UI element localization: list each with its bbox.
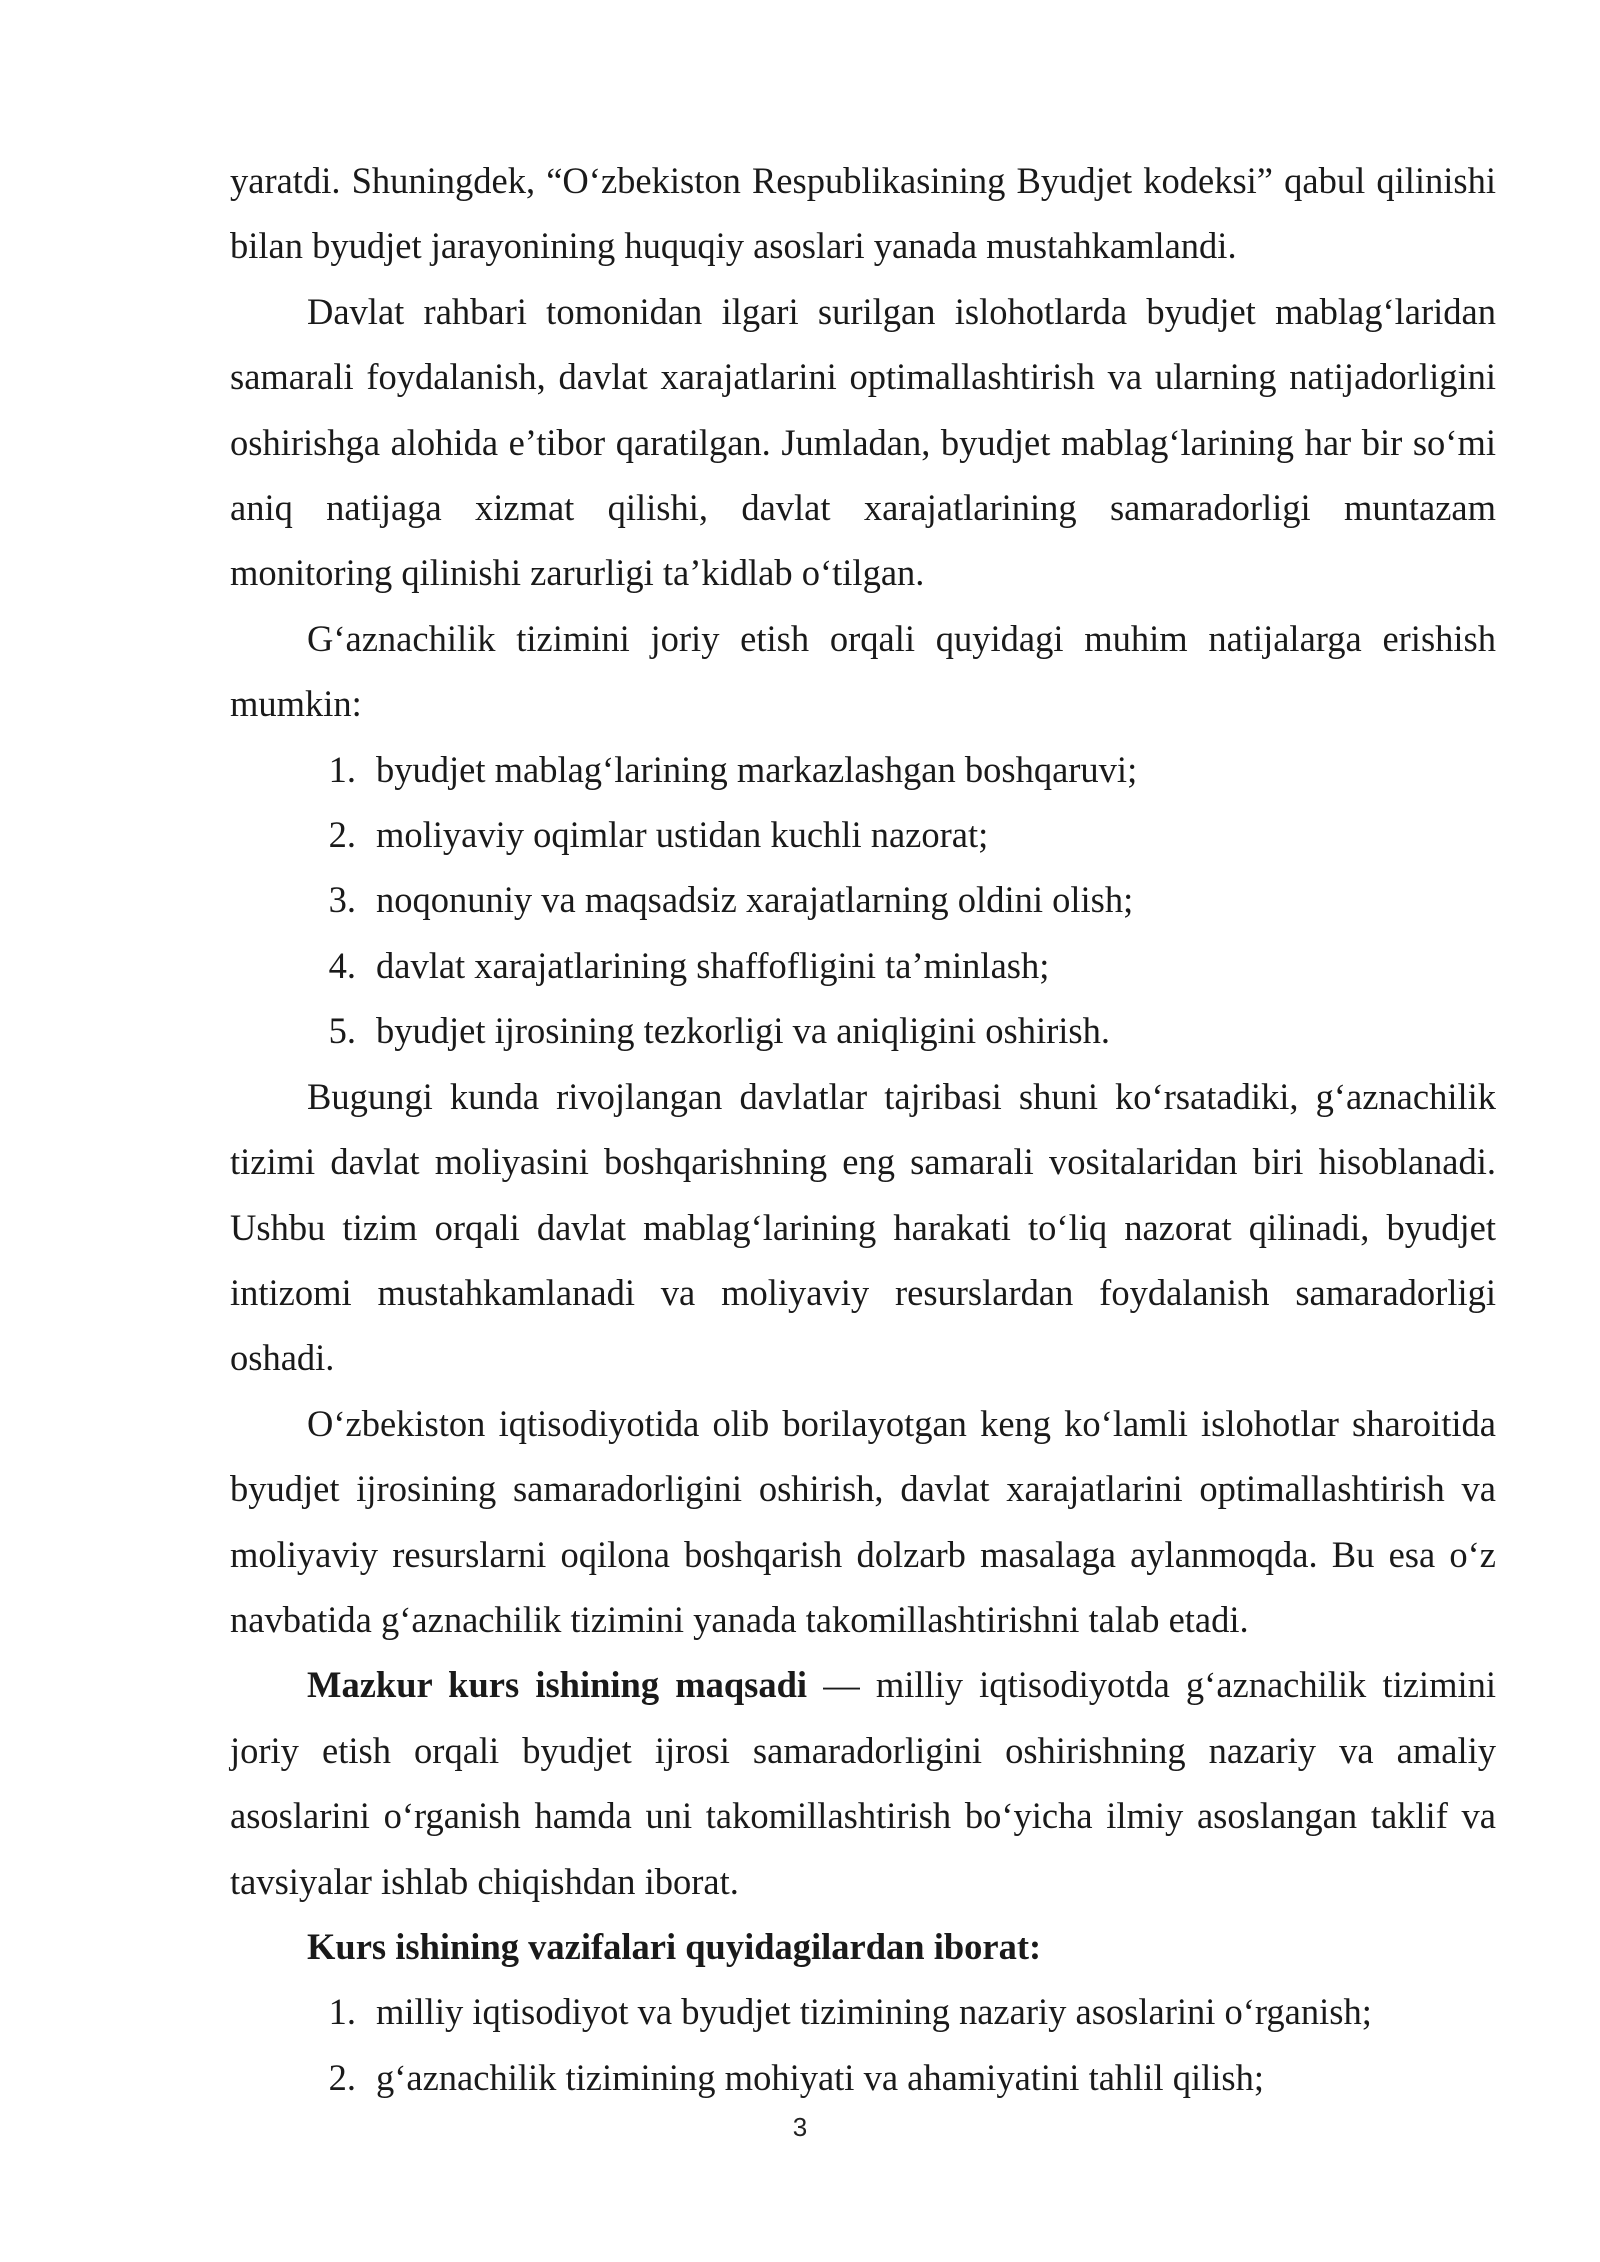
- list-item-text: davlat xarajatlarining shaffofligini ta’minlash;: [376, 944, 1050, 986]
- list-item-number: 2.: [328, 814, 356, 856]
- list-item: [230, 737, 1496, 802]
- list-item-number: 1.: [328, 1991, 356, 2033]
- list-item-number: 5.: [328, 1010, 356, 1052]
- results-list: [230, 737, 1496, 1064]
- list-item-text: byudjet ijrosining tezkorligi va aniqligini oshirish.: [376, 1010, 1110, 1052]
- paragraph-7: [230, 1914, 1496, 1979]
- goal-heading: Mazkur kurs ishining maqsadi: [307, 1664, 808, 1706]
- list-item-number: 1.: [328, 748, 356, 790]
- list-item: [230, 998, 1496, 1063]
- list-item-number: 4.: [328, 944, 356, 986]
- document-page: [230, 148, 1496, 2110]
- list-item: [230, 867, 1496, 932]
- list-item: [230, 2045, 1496, 2110]
- tasks-list: [230, 1979, 1496, 2110]
- paragraph-4: Bugungi kunda rivojlangan davlatlar tajribasi shuni ko‘rsatadiki, g‘aznachilik tizimi davlat moliyasini boshqarishning eng samarali vositalaridan biri hisoblanadi. Ushbu tizim orqali davlat mablag‘larining harakati to‘liq nazorat qilinadi, byudjet intizomi mustahkamlanadi va moliyaviy resurslardan foydalanish samaradorligi oshadi.: [230, 1075, 1496, 1379]
- paragraph-1: yaratdi. Shuningdek, “O‘zbekiston Respublikasining Byudjet kodeksi” qabul qilinishi bilan byudjet jarayonining huquqiy asoslari yanada mustahkamlandi.: [230, 160, 1496, 267]
- list-item-number: 2.: [328, 2056, 356, 2098]
- paragraph-2: Davlat rahbari tomonidan ilgari surilgan islohotlarda byudjet mablag‘laridan samarali foydalanish, davlat xarajatlarini optimallashtirish va ularning natijadorligini oshirishga alohida e’tibor qaratilgan. Jumladan, byudjet mablag‘larining har bir so‘mi aniq natijaga xizmat qilishi, davlat xarajatlarining samaradorligi muntazam monitoring qilinishi zarurligi ta’kidlab o‘tilgan.: [230, 290, 1496, 594]
- paragraph-6: [230, 1652, 1496, 1914]
- list-item-text: g‘aznachilik tizimining mohiyati va ahamiyatini tahlil qilish;: [376, 2056, 1264, 2098]
- paragraph-3: G‘aznachilik tizimini joriy etish orqali quyidagi muhim natijalarga erishish mumkin:: [230, 617, 1496, 725]
- list-item-text: milliy iqtisodiyot va byudjet tizimining nazariy asoslarini o‘rganish;: [376, 1991, 1372, 2033]
- list-item: [230, 802, 1496, 867]
- list-item-text: byudjet mablag‘larining markazlashgan boshqaruvi;: [376, 748, 1138, 790]
- page-number: 3: [792, 2112, 808, 2142]
- list-item-number: 3.: [328, 879, 356, 921]
- goal-text: — milliy iqtisodiyotda g‘aznachilik tizimini joriy etish orqali byudjet ijrosi samaradorligini oshirishning nazariy va amaliy asoslarini o‘rganish hamda uni takomillashtirish bo‘yicha ilmiy asoslangan taklif va tavsiyalar ishlab chiqishdan iborat.: [230, 1664, 1496, 1902]
- list-item-text: noqonuniy va maqsadsiz xarajatlarning oldini olish;: [376, 879, 1134, 921]
- tasks-heading: Kurs ishining vazifalari quyidagilardan iborat:: [307, 1925, 1042, 1967]
- list-item-text: moliyaviy oqimlar ustidan kuchli nazorat;: [376, 814, 989, 856]
- list-item: [230, 933, 1496, 998]
- list-item: [230, 1979, 1496, 2044]
- paragraph-5: O‘zbekiston iqtisodiyotida olib borilayotgan keng ko‘lamli islohotlar sharoitida byudjet ijrosining samaradorligini oshirish, davlat xarajatlarini optimallashtirish va moliyaviy resurslarni oqilona boshqarish dolzarb masalaga aylanmoqda. Bu esa o‘z navbatida g‘aznachilik tizimini yanada takomillashtirishni talab etadi.: [230, 1402, 1496, 1640]
